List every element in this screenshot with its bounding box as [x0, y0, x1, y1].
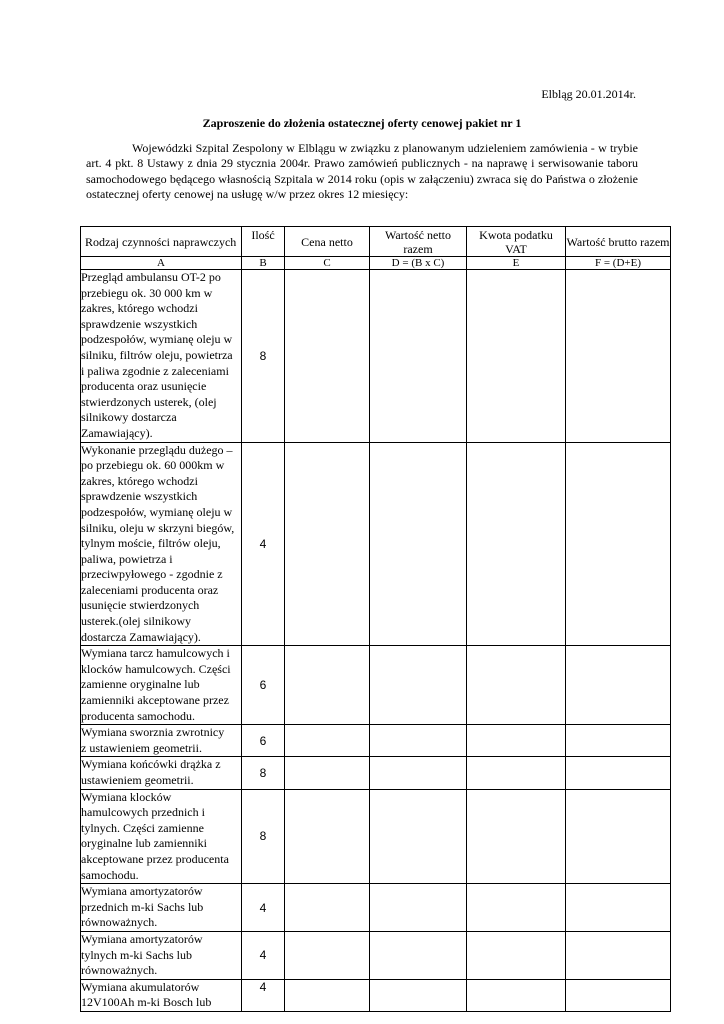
service-description: [81, 757, 242, 789]
service-description-line: producenta samochodu.: [81, 708, 195, 723]
column-letter-a: A: [81, 257, 242, 270]
service-description-line: dostarcza Zamawiający).: [81, 629, 201, 644]
service-description-line: Wykonanie przeglądu dużego –: [81, 442, 233, 457]
service-description-line: samochodu.: [81, 867, 139, 882]
service-description: [81, 789, 242, 884]
service-description-line: zakres, którego wchodzi: [81, 301, 198, 316]
net-total-cell[interactable]: [370, 884, 467, 932]
service-description-line: sprawdzenie wszystkich: [81, 316, 198, 331]
service-description-line: 12V100Ah m-ki Bosch lub: [81, 995, 212, 1010]
service-description-line: Przegląd ambulansu OT-2 po: [81, 270, 221, 284]
net-price-cell[interactable]: [285, 979, 370, 1011]
column-header-net-total: Wartość netto razem: [370, 227, 467, 257]
service-description-line: usunięcie stwierdzonych: [81, 598, 200, 613]
service-description-line: i paliwa zgodnie z zaleceniami: [81, 363, 229, 378]
column-header-description: Rodzaj czynności naprawczych: [81, 227, 242, 257]
service-description: [81, 931, 242, 979]
service-description-line: zamienniki akceptowane przez: [81, 693, 229, 708]
service-description-line: sprawdzenie wszystkich: [81, 489, 198, 504]
net-price-cell[interactable]: [285, 646, 370, 725]
offer-table: [80, 226, 671, 1012]
net-price-cell[interactable]: [285, 789, 370, 884]
quantity-cell: 6: [242, 646, 285, 725]
vat-amount-cell[interactable]: [467, 979, 566, 1011]
net-total-cell[interactable]: [370, 442, 467, 646]
service-description-line: silnikowy dostarcza: [81, 410, 177, 425]
table-header-row: [81, 227, 671, 257]
vat-amount-cell[interactable]: [467, 442, 566, 646]
service-description-line: producenta oraz usunięcie: [81, 379, 207, 394]
quantity-cell: 8: [242, 789, 285, 884]
quantity-cell: 4: [242, 979, 285, 1011]
column-letter-f: F = (D+E): [566, 257, 671, 270]
gross-total-cell[interactable]: [566, 442, 671, 646]
quantity-cell: 8: [242, 270, 285, 443]
service-description-line: równoważnych.: [81, 963, 158, 978]
table-row: [81, 979, 671, 1011]
service-description: [81, 979, 242, 1011]
net-total-cell[interactable]: [370, 979, 467, 1011]
service-description-line: Wymiana końcówki drążka z: [81, 757, 221, 772]
table-body: [81, 270, 671, 1012]
service-description-line: tylnych. Części zamienne: [81, 820, 204, 835]
net-total-cell[interactable]: [370, 725, 467, 757]
gross-total-cell[interactable]: [566, 270, 671, 443]
net-total-cell[interactable]: [370, 789, 467, 884]
service-description-line: podzespołów, wymianę oleju w: [81, 504, 233, 519]
document-title: Zaproszenie do złożenia ostatecznej oferty cenowej pakiet nr 1: [202, 116, 522, 130]
gross-total-cell[interactable]: [566, 884, 671, 932]
column-letter-d: D = (B x C): [370, 257, 467, 270]
service-description: [81, 442, 242, 646]
net-price-cell[interactable]: [285, 725, 370, 757]
column-letter-e: E: [467, 257, 566, 270]
service-description-line: Wymiana sworznia zwrotnicy: [81, 725, 225, 740]
quantity-cell: 6: [242, 725, 285, 757]
service-description-line: zamienne oryginalne lub: [81, 677, 200, 692]
quantity-cell: 4: [242, 884, 285, 932]
service-description-line: Wymiana klocków: [81, 789, 172, 804]
service-description-line: zaleceniami producenta oraz: [81, 582, 219, 597]
vat-amount-cell[interactable]: [467, 931, 566, 979]
column-header-gross-total: Wartość brutto razem: [566, 227, 671, 257]
table-row: [81, 442, 671, 646]
quantity-cell: 4: [242, 442, 285, 646]
gross-total-cell[interactable]: [566, 757, 671, 789]
vat-amount-cell[interactable]: [467, 646, 566, 725]
column-header-net-price: Cena netto: [285, 227, 370, 257]
vat-amount-cell[interactable]: [467, 270, 566, 443]
column-header-quantity: Ilość: [242, 227, 285, 257]
table-row: [81, 789, 671, 884]
service-description-line: tylnym moście, filtrów oleju,: [81, 536, 221, 551]
vat-amount-cell[interactable]: [467, 884, 566, 932]
table-row: [81, 270, 671, 443]
service-description-line: Wymiana amortyzatorów: [81, 931, 203, 946]
vat-amount-cell[interactable]: [467, 757, 566, 789]
table-row: [81, 725, 671, 757]
table-row: [81, 757, 671, 789]
gross-total-cell[interactable]: [566, 725, 671, 757]
net-price-cell[interactable]: [285, 757, 370, 789]
net-price-cell[interactable]: [285, 884, 370, 932]
document-date: Elbląg 20.01.2014r.: [541, 87, 636, 101]
service-description-line: po przebiegu ok. 60 000km w: [81, 458, 225, 473]
service-description-line: ustawieniem geometrii.: [81, 773, 194, 787]
service-description-line: Wymiana amortyzatorów: [81, 884, 203, 899]
service-description-line: zakres, którego wchodzi: [81, 473, 198, 488]
service-description-line: paliwa, powietrza i: [81, 551, 173, 566]
table-row: [81, 646, 671, 725]
service-description-line: silniku, oleju w skrzyni biegów,: [81, 520, 235, 535]
net-total-cell[interactable]: [370, 757, 467, 789]
service-description-line: hamulcowych przednich i: [81, 805, 205, 820]
service-description-line: oryginalne lub zamienniki: [81, 836, 207, 851]
column-letter-c: C: [285, 257, 370, 270]
table-row: [81, 884, 671, 932]
vat-amount-cell[interactable]: [467, 725, 566, 757]
gross-total-cell[interactable]: [566, 646, 671, 725]
service-description-line: przednich m-ki Sachs lub: [81, 899, 204, 914]
table-row: [81, 931, 671, 979]
table-column-letters-row: [81, 257, 671, 270]
service-description: [81, 646, 242, 725]
net-price-cell[interactable]: [285, 442, 370, 646]
net-total-cell[interactable]: [370, 270, 467, 443]
service-description: [81, 725, 242, 757]
service-description-line: akceptowane przez producenta: [81, 851, 229, 866]
service-description-line: przeciwpyłowego - zgodnie z: [81, 567, 223, 582]
service-description-line: Wymiana akumulatorów: [81, 979, 200, 994]
quantity-cell: 8: [242, 757, 285, 789]
quantity-cell: 4: [242, 931, 285, 979]
service-description-line: stwierdzonych usterek, (olej: [81, 394, 217, 409]
net-price-cell[interactable]: [285, 931, 370, 979]
gross-total-cell[interactable]: [566, 979, 671, 1011]
column-letter-b: B: [242, 257, 285, 270]
gross-total-cell[interactable]: [566, 931, 671, 979]
service-description-line: tylnych m-ki Sachs lub: [81, 947, 192, 962]
column-header-vat-amount: Kwota podatku VAT: [467, 227, 566, 257]
intro-paragraph: Wojewódzki Szpital Zespolony w Elblągu w związku z planowanym udzieleniem zamówienia - w trybie art. 4 pkt. 8 Ustawy z dnia 29 stycznia 2004r. Prawo zamówień publicznych - na naprawę i serwisowanie taboru samochodowego będącego własnością Szpitala w 2014 roku (opis w załączeniu) zwraca się do Państwa o złożenie ostatecznej oferty cenowej na usługę w/w przez okres 12 miesięcy:: [86, 141, 638, 201]
net-price-cell[interactable]: [285, 270, 370, 443]
service-description-line: równoważnych.: [81, 915, 158, 930]
service-description-line: Zamawiający).: [81, 425, 153, 440]
service-description: [81, 270, 242, 443]
service-description-line: silniku, filtrów oleju, powietrza: [81, 347, 233, 362]
service-description: [81, 884, 242, 932]
net-total-cell[interactable]: [370, 646, 467, 725]
service-description-line: klocków hamulcowych. Części: [81, 661, 231, 676]
service-description-line: z ustawieniem geometrii.: [81, 740, 202, 755]
service-description-line: przebiegu ok. 30 000 km w: [81, 285, 213, 300]
vat-amount-cell[interactable]: [467, 789, 566, 884]
net-total-cell[interactable]: [370, 931, 467, 979]
service-description-line: usterek.(olej silnikowy: [81, 614, 191, 629]
service-description-line: podzespołów, wymianę oleju w: [81, 332, 233, 347]
gross-total-cell[interactable]: [566, 789, 671, 884]
service-description-line: Wymiana tarcz hamulcowych i: [81, 646, 230, 661]
